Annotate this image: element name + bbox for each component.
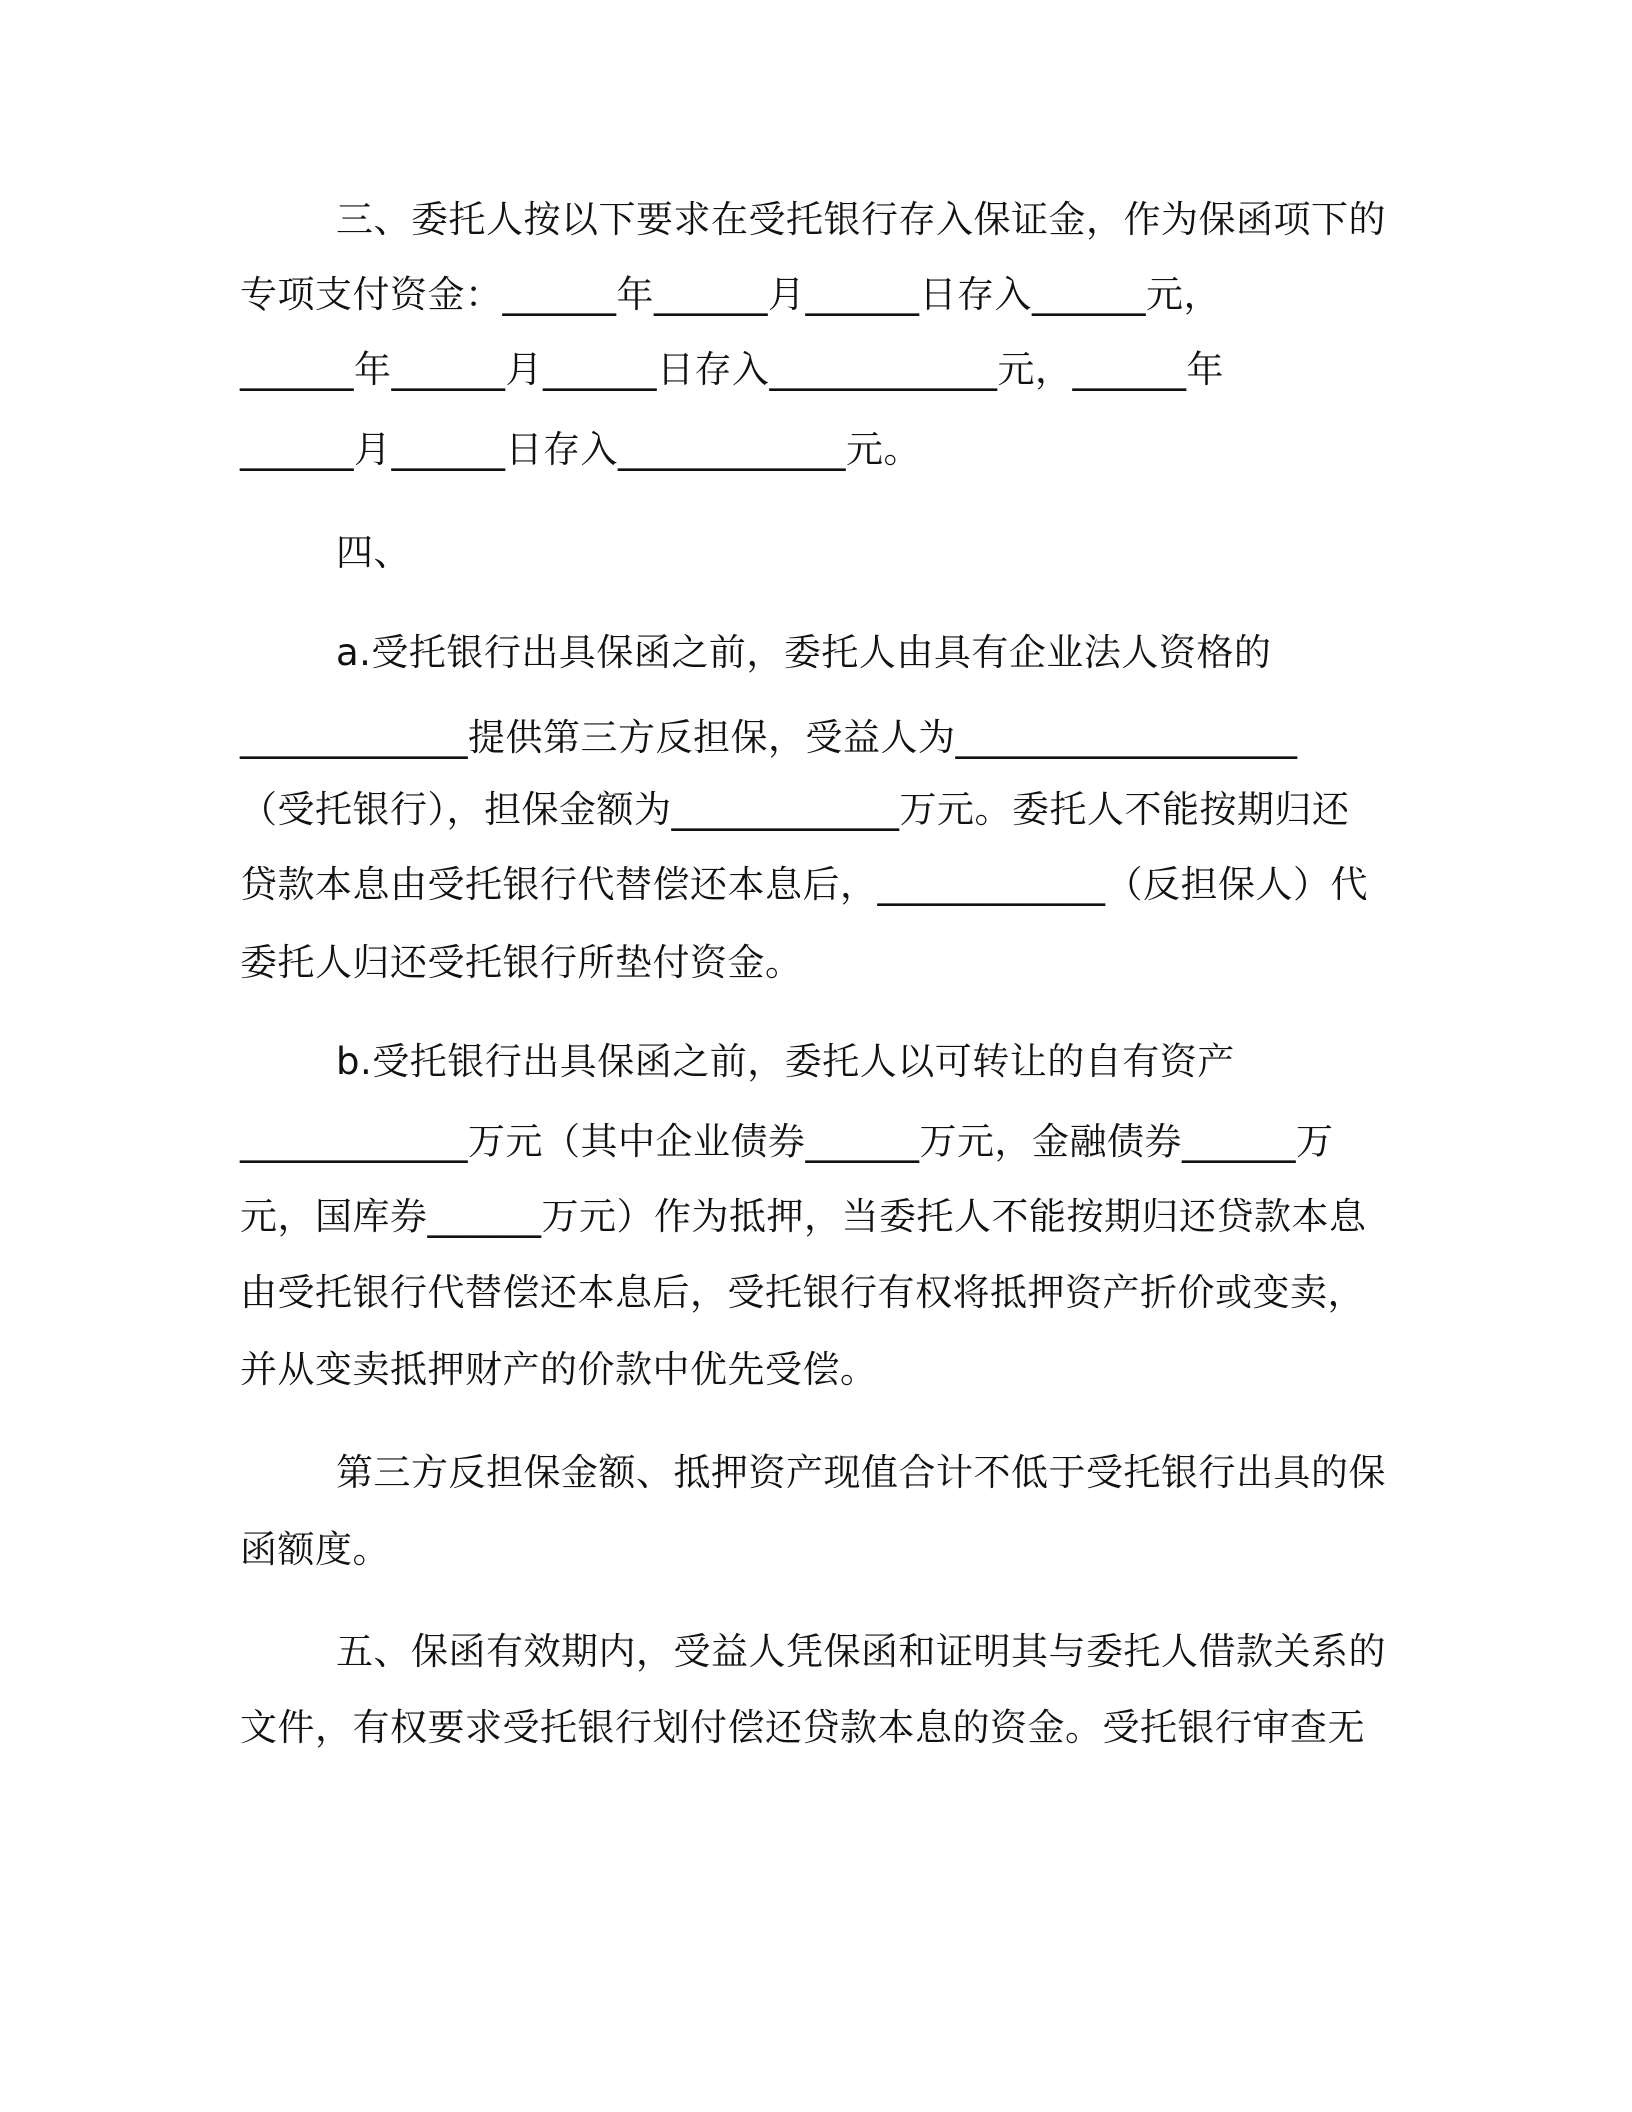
clause-4-heading: 四、 — [336, 531, 411, 574]
clause-4a-line-5: 委托人归还受托银行所垫付资金。 — [240, 941, 803, 984]
clause-3-line-1: 三、委托人按以下要求在受托银行存入保证金，作为保函项下的 — [336, 198, 1386, 241]
summary-line-2: 函额度。 — [240, 1528, 390, 1571]
clause-4b-line-5: 并从变卖抵押财产的价款中优先受偿。 — [240, 1348, 878, 1391]
clause-5-line-1: 五、保函有效期内，受益人凭保函和证明其与委托人借款关系的 — [336, 1630, 1386, 1673]
clause-4a-line-3: （受托银行），担保金额为____________万元。委托人不能按期归还 — [240, 788, 1350, 831]
summary-line-1: 第三方反担保金额、抵押资产现值合计不低于受托银行出具的保 — [336, 1451, 1386, 1494]
clause-3-line-2: 专项支付资金：______年______月______日存入______元， — [240, 273, 1221, 316]
clause-4a-line-1: a.受托银行出具保函之前，委托人由具有企业法人资格的 — [336, 631, 1272, 674]
clause-5-line-2: 文件，有权要求受托银行划付偿还贷款本息的资金。受托银行审查无 — [240, 1706, 1365, 1749]
clause-4a-line-4: 贷款本息由受托银行代替偿还本息后，____________（反担保人）代 — [240, 863, 1368, 906]
clause-4a-line-2: ____________提供第三方反担保，受益人为__________________ — [240, 716, 1298, 759]
clause-3-line-3: ______年______月______日存入____________元，______年 — [240, 348, 1224, 391]
clause-4b-line-3: 元，国库券______万元）作为抵押，当委托人不能按期归还贷款本息 — [240, 1195, 1367, 1238]
clause-4b-line-4: 由受托银行代替偿还本息后，受托银行有权将抵押资产折价或变卖， — [240, 1271, 1365, 1314]
clause-4b-line-1: b.受托银行出具保函之前，委托人以可转让的自有资产 — [336, 1040, 1235, 1083]
clause-3-line-4: ______月______日存入____________元。 — [240, 428, 921, 471]
clause-4b-line-2: ____________万元（其中企业债券______万元，金融债券______万 — [240, 1120, 1334, 1163]
